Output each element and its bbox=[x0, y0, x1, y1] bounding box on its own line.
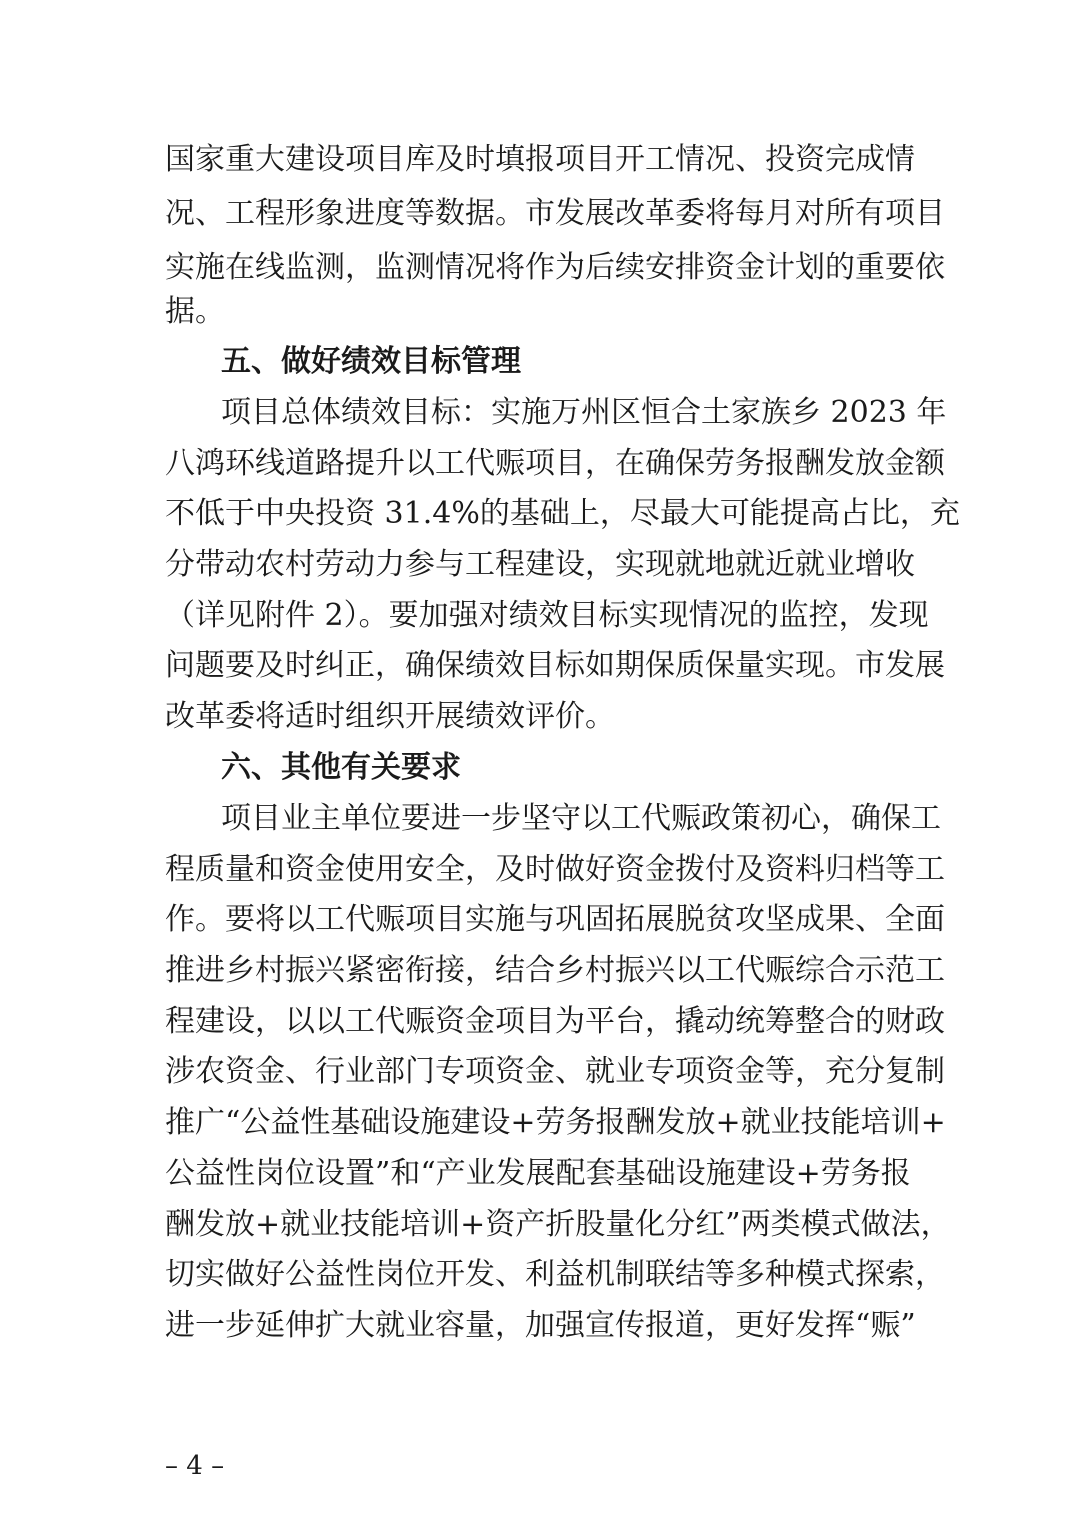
paragraph-line: 进一步延伸扩大就业容量，加强宣传报道，更好发挥“赈” bbox=[165, 1308, 916, 1343]
paragraph-line: 公益性岗位设置”和“产业发展配套基础设施建设+劳务报 bbox=[165, 1156, 911, 1191]
paragraph-line: 问题要及时纠正，确保绩效目标如期保质保量实现。市发展 bbox=[165, 648, 945, 683]
paragraph-line: （详见附件 2）。要加强对绩效目标实现情况的监控，发现 bbox=[165, 598, 929, 633]
paragraph-line: 酬发放+就业技能培训+资产折股量化分红”两类模式做法， bbox=[165, 1207, 951, 1242]
paragraph-line: 程质量和资金使用安全，及时做好资金拨付及资料归档等工 bbox=[165, 852, 945, 887]
paragraph-line: 况、工程形象进度等数据。市发展改革委将每月对所有项目 bbox=[165, 196, 945, 231]
page-number: – 4 – bbox=[165, 1451, 225, 1481]
paragraph-line: 程建设，以以工代赈资金项目为平台，撬动统筹整合的财政 bbox=[165, 1004, 945, 1039]
paragraph-line: 国家重大建设项目库及时填报项目开工情况、投资完成情 bbox=[165, 142, 915, 177]
section-heading-5: 五、做好绩效目标管理 bbox=[221, 344, 521, 379]
paragraph-line: 项目总体绩效目标：实施万州区恒合土家族乡 2023 年 bbox=[221, 395, 947, 430]
paragraph-line: 分带动农村劳动力参与工程建设，实现就地就近就业增收 bbox=[165, 547, 915, 582]
paragraph-line: 据。 bbox=[165, 294, 225, 329]
paragraph-line: 推进乡村振兴紧密衔接，结合乡村振兴以工代赈综合示范工 bbox=[165, 953, 945, 988]
paragraph-line: 实施在线监测，监测情况将作为后续安排资金计划的重要依 bbox=[165, 250, 945, 285]
paragraph-line: 涉农资金、行业部门专项资金、就业专项资金等，充分复制 bbox=[165, 1054, 945, 1089]
paragraph-line: 推广“公益性基础设施建设+劳务报酬发放+就业技能培训+ bbox=[165, 1105, 946, 1140]
paragraph-line: 改革委将适时组织开展绩效评价。 bbox=[165, 699, 615, 734]
paragraph-line: 项目业主单位要进一步坚守以工代赈政策初心，确保工 bbox=[221, 801, 941, 836]
paragraph-line: 作。要将以工代赈项目实施与巩固拓展脱贫攻坚成果、全面 bbox=[165, 902, 945, 937]
paragraph-line: 不低于中央投资 31.4%的基础上，尽最大可能提高占比，充 bbox=[165, 496, 960, 531]
paragraph-line: 切实做好公益性岗位开发、利益机制联结等多种模式探索， bbox=[165, 1257, 945, 1292]
paragraph-line: 八鸿环线道路提升以工代赈项目，在确保劳务报酬发放金额 bbox=[165, 446, 945, 481]
section-heading-6: 六、其他有关要求 bbox=[221, 750, 461, 785]
